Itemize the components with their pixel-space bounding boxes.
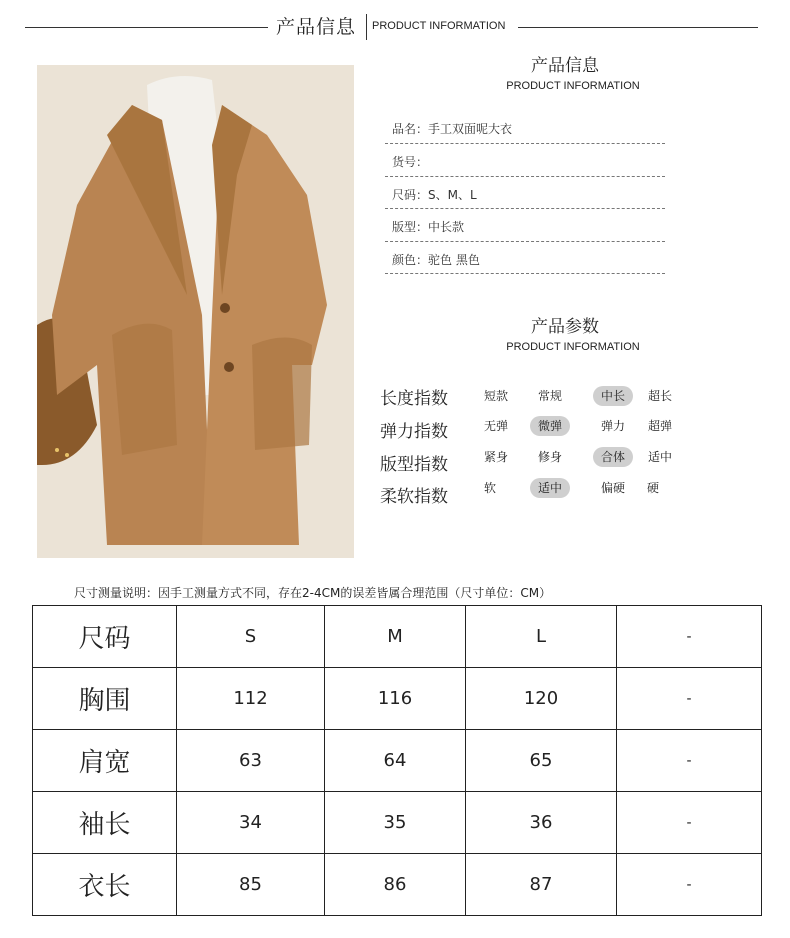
size-table <box>32 605 762 916</box>
table-cell: 尺码 <box>33 606 177 668</box>
param-fit-label: 版型指数 <box>380 455 448 475</box>
table-cell: 112 <box>177 668 325 730</box>
table-row <box>33 606 762 668</box>
table-cell: 袖长 <box>33 792 177 854</box>
table-cell: 65 <box>466 730 617 792</box>
table-row <box>33 668 762 730</box>
param-fit-opt-2: 修身 <box>537 450 562 464</box>
table-cell: - <box>617 854 762 916</box>
info-title: 产品信息 <box>531 56 599 76</box>
table-cell: 86 <box>325 854 466 916</box>
table-row <box>33 854 762 916</box>
table-cell: - <box>617 730 762 792</box>
param-elastic-label: 弹力指数 <box>380 422 448 442</box>
info-divider <box>385 176 665 177</box>
param-soft-opt-2: 适中 <box>530 478 570 498</box>
param-length-opt-4: 超长 <box>647 389 672 403</box>
param-elastic-opt-1: 无弹 <box>483 419 508 433</box>
table-cell: 36 <box>466 792 617 854</box>
param-soft-opt-3: 偏硬 <box>600 481 625 495</box>
table-row <box>33 730 762 792</box>
param-length-opt-1: 短款 <box>483 389 508 403</box>
table-cell: 87 <box>466 854 617 916</box>
table-cell: - <box>617 606 762 668</box>
table-cell: 120 <box>466 668 617 730</box>
param-fit-opt-4: 适中 <box>647 450 672 464</box>
info-subtitle: PRODUCT INFORMATION <box>506 80 640 92</box>
param-length-label: 长度指数 <box>380 389 448 409</box>
param-elastic-opt-2: 微弹 <box>530 416 570 436</box>
table-cell: 34 <box>177 792 325 854</box>
table-cell: 胸围 <box>33 668 177 730</box>
params-subtitle: PRODUCT INFORMATION <box>506 341 640 353</box>
param-length-opt-3: 中长 <box>593 386 633 406</box>
param-elastic-opt-3: 弹力 <box>600 419 625 433</box>
table-cell: - <box>617 792 762 854</box>
header-line-left <box>25 27 268 28</box>
param-soft-opt-1: 软 <box>483 481 496 495</box>
table-cell: S <box>177 606 325 668</box>
table-cell: 116 <box>325 668 466 730</box>
info-fit: 版型：中长款 <box>392 220 465 234</box>
table-cell: L <box>466 606 617 668</box>
param-fit-opt-3: 合体 <box>593 447 633 467</box>
header-title: 产品信息 <box>276 16 357 38</box>
info-divider <box>385 241 665 242</box>
info-divider <box>385 143 665 144</box>
product-photo <box>37 65 354 558</box>
table-row <box>33 792 762 854</box>
header-line-right <box>518 27 758 28</box>
size-note: 尺寸测量说明：因手工测量方式不同，存在2-4CM的误差皆属合理范围（尺寸单位：CM） <box>74 586 552 600</box>
table-cell: 63 <box>177 730 325 792</box>
info-item-no: 货号： <box>392 155 429 169</box>
info-colors: 颜色：驼色 黑色 <box>392 253 480 267</box>
param-fit-opt-1: 紧身 <box>483 450 508 464</box>
info-divider <box>385 273 665 274</box>
table-cell: M <box>325 606 466 668</box>
table-cell: 35 <box>325 792 466 854</box>
params-title: 产品参数 <box>531 317 599 337</box>
table-cell: 64 <box>325 730 466 792</box>
table-cell: 肩宽 <box>33 730 177 792</box>
info-divider <box>385 208 665 209</box>
param-length-opt-2: 常规 <box>537 389 562 403</box>
table-cell: 衣长 <box>33 854 177 916</box>
table-cell: 85 <box>177 854 325 916</box>
header-separator <box>366 14 367 40</box>
info-name: 品名：手工双面呢大衣 <box>392 122 513 136</box>
param-soft-label: 柔软指数 <box>380 487 448 507</box>
table-cell: - <box>617 668 762 730</box>
coat-illustration <box>37 65 354 558</box>
param-elastic-opt-4: 超弹 <box>647 419 672 433</box>
header-subtitle: PRODUCT INFORMATION <box>372 20 506 32</box>
info-sizes: 尺码：S、M、L <box>392 188 477 202</box>
param-soft-opt-4: 硬 <box>646 481 659 495</box>
